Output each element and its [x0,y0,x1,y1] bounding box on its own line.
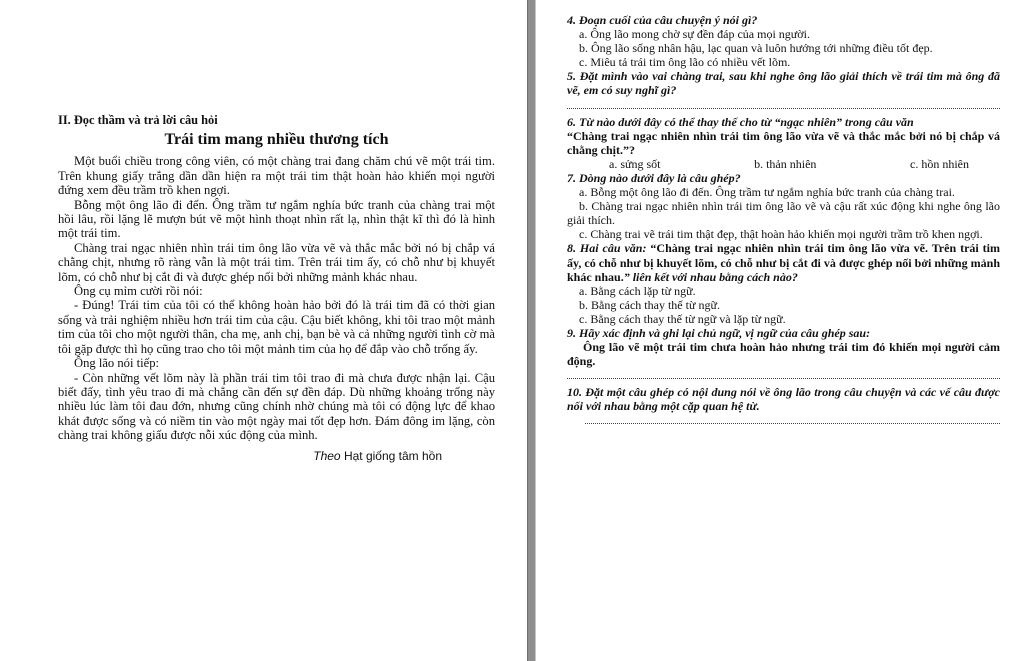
question-4-option-b: b. Ông lão sống nhân hậu, lạc quan và luôn hướng tới những điều tốt đẹp. [579,41,933,56]
question-8-option-c: c. Bằng cách thay thế từ ngữ và lặp từ ngữ. [579,311,786,326]
question-5-title: 5. Đặt mình vào vai chàng trai, sau khi nghe ông lão giải thích về trái tim mà ông đã vẽ, em có suy nghĩ gì? [567,69,1000,98]
question-8-quote: “Chàng trai ngạc nhiên nhìn trái tim ông lão vừa vẽ. Trên trái tim ấy, có chỗ như bị khuyết lõm, có chỗ như bị cắt đi và được ghép nối bởi những mảnh khác nhau. [567,241,1000,284]
reading-passage [58,113,495,463]
question-9-title: 9. Hãy xác định và ghi lại chủ ngữ, vị ngữ của câu ghép sau: [567,325,871,340]
question-8-title [567,241,1000,283]
question-8-prefix: 8. Hai câu văn: [567,241,651,256]
question-7-title: 7. Dòng nào dưới đây là câu ghép? [567,170,741,185]
question-6-choices [567,157,1000,171]
question-9-sentence: Ông lão vẽ một trái tim chưa hoàn hảo nhưng trái tim đó khiến mọi người cảm động. [567,340,1000,369]
question-4-option-a: a. Ông lão mong chờ sự đền đáp của mọi người. [579,27,810,42]
attribution-source: Hạt giống tâm hồn [343,448,442,463]
question-7-option-a: a. Bỗng một ông lão đi đến. Ông trầm tư ngắm nghía bức tranh của chàng trai. [579,185,955,200]
answer-line-9 [567,368,1000,379]
story-paragraph-5: - Đúng! Trái tim của tôi có thể không hoàn hảo bởi đó là trái tim đã có thời gian sống và trải nghiệm nhiều hơn trái tim của cậu. Cậu biết không, khi tôi trao một mảnh tim của tôi cho một người thân, cha mẹ, anh chị, bạn bè và cả những người tình cờ mà tôi gặp được thì họ cũng trao cho tôi một mảnh tim của họ để đắp vào chỗ trống ấy. [58,298,495,356]
question-10-title: 10. Đặt một câu ghép có nội dung nói về ông lão trong câu chuyện và các vế câu được nối với nhau bằng một cặp quan hệ từ. [567,385,1000,414]
story-paragraph-2: Bỗng một ông lão đi đến. Ông trầm tư ngắm nghía bức tranh của chàng trai một hồi lâu, rồi lặng lẽ mượn bút vẽ một hình thoạt nhìn rất lạ, nhìn thật kĩ thì đó là hình một trái tim. [58,197,495,241]
question-6-quote: “Chàng trai ngạc nhiên nhìn trái tim ông lão vừa vẽ và thắc mắc bởi nó bị chắp vá chằng chịt.”? [567,128,1000,157]
question-4-option-c: c. Miêu tả trái tim ông lão có nhiều vết lõm. [579,55,791,70]
story-paragraph-3: Chàng trai ngạc nhiên nhìn trái tim ông lão vừa vẽ và thắc mắc bởi nó bị chắp vá chằng chịt, nhưng rõ ràng vẫn là một trái tim. Trên trái tim ấy, có chỗ như bị khuyết lõm, có chỗ như bị cắt đi và được ghép nối bởi những mảnh khác nhau. [58,240,495,284]
section-heading: II. Đọc thầm và trả lời câu hỏi [58,113,218,127]
attribution [58,449,442,463]
story-paragraph-1: Một buổi chiều trong công viên, có một chàng trai đang chăm chú vẽ một trái tim. Trên khung giấy trắng dần dần hiện ra một trái tim thật hoàn hảo khiến mọi người đứng xem đều trầm trồ khen ngợi. [58,154,495,198]
question-8-option-b: b. Bằng cách thay thế từ ngữ. [579,297,720,312]
questions [567,13,1000,424]
question-7-option-b: b. Chàng trai ngạc nhiên nhìn trái tim ông lão vẽ và cậu rất xúc động khi nghe ông lão giải thích. [567,199,1000,228]
story-paragraph-7: - Còn những vết lõm này là phần trái tim tôi trao đi mà chưa được nhận lại. Cậu biết đấy, tình yêu trao đi mà chẳng cần đến sự đền đáp. Dù những khoảng trống này nhiều lúc làm tôi đau đớn, nhưng cũng chính nhờ chúng mà tôi có động lực để khao khát được sống và có niềm tin vào một ngày mai tốt đẹp hơn. Đám đông im lặng, còn chàng trai không giấu được nỗi xúc động của mình. [58,370,495,443]
attribution-prefix: Theo [313,448,341,463]
question-6-choice-b: b. thản nhiên [754,156,817,171]
question-6-title: 6. Từ nào dưới đây có thể thay thế cho từ “ngạc nhiên” trong câu văn [567,114,914,129]
answer-line-5 [567,98,1000,109]
right-page [536,0,1024,661]
page-divider [527,0,536,661]
question-8-option-a: a. Bằng cách lặp từ ngữ. [579,283,696,298]
answer-line-10 [585,413,1000,424]
question-6-choice-c: c. hồn nhiên [910,156,969,171]
question-8-suffix: ” liên kết với nhau bằng cách nào? [623,269,798,284]
story-paragraph-6: Ông lão nói tiếp: [74,356,159,371]
story-paragraph-4: Ông cụ mỉm cười rồi nói: [74,284,203,299]
question-4-title: 4. Đoạn cuối của câu chuyện ý nói gì? [567,13,758,27]
story-title: Trái tim mang nhiều thương tích [164,131,389,149]
question-7-option-c: c. Chàng trai vẽ trái tim thật đẹp, thật hoàn hảo khiến mọi người trầm trồ khen ngợi. [579,227,983,242]
question-6-choice-a: a. sửng sốt [609,156,661,171]
